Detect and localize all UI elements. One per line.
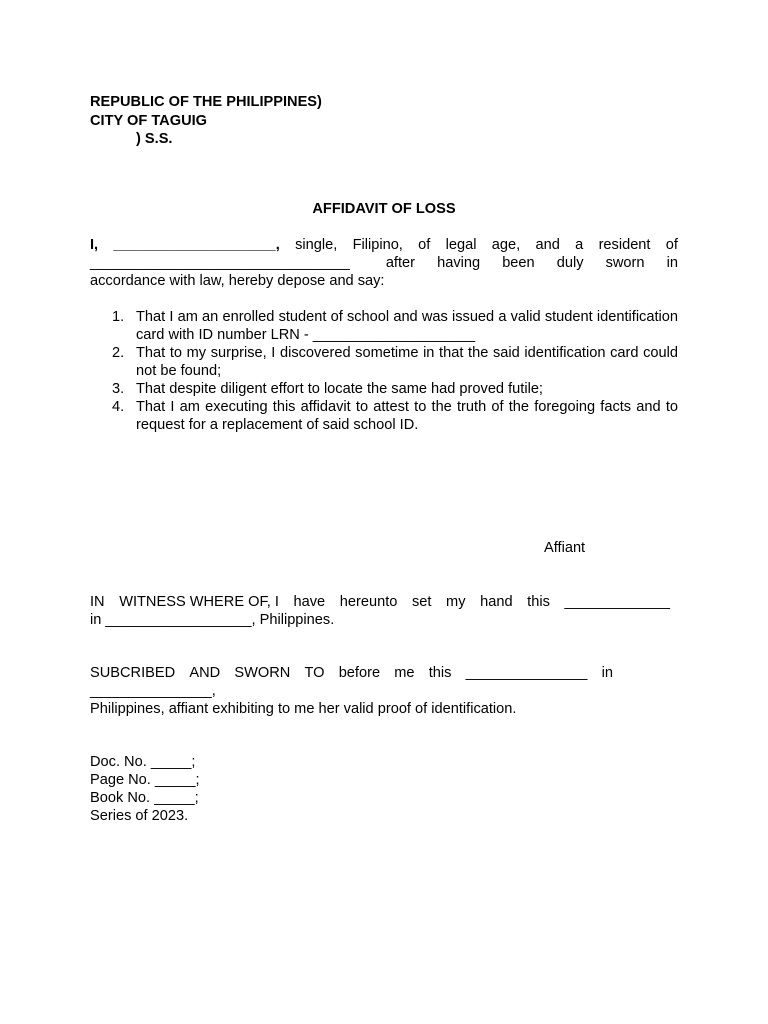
witness-word: this <box>527 594 550 610</box>
intro-word: duly <box>556 255 584 271</box>
subscribed-word: SUBCRIBED <box>90 665 176 681</box>
city-line: CITY OF TAGUIG <box>90 112 208 129</box>
intro-word: after <box>385 255 416 271</box>
subscribed-word: TO <box>304 665 325 681</box>
witness-word: my <box>446 594 466 610</box>
list-item <box>90 380 678 398</box>
witness-word: hereunto <box>339 594 398 610</box>
intro-line-2 <box>90 254 678 272</box>
intro-word: of <box>418 237 431 253</box>
republic-line: REPUBLIC OF THE PHILIPPINES) <box>90 94 322 110</box>
name-blank: ____________________, <box>113 237 280 253</box>
witness-word: WITNESS WHERE OF, I <box>119 594 279 610</box>
item-text: That I am executing this affidavit to attest to the truth of the foregoing facts and to request for a replacement of said school ID. <box>136 399 678 433</box>
intro-paragraph <box>90 236 678 290</box>
intro-word: in <box>666 255 678 271</box>
witness-line-1 <box>90 593 678 611</box>
item-number: 4. <box>112 399 125 415</box>
item-number: 2. <box>112 345 125 361</box>
intro-word: of <box>665 237 678 253</box>
item-text: That to my surprise, I discovered sometime in that the said identification card could not be found; <box>136 345 678 379</box>
series-year: Series of 2023. <box>90 808 189 824</box>
subscribed-word: this <box>428 665 452 681</box>
witness-word: set <box>411 594 432 610</box>
intro-word: resident <box>598 237 651 253</box>
place-blank: _______________, <box>90 683 216 699</box>
ss-line: ) S.S. <box>136 131 173 147</box>
subscribed-word: AND <box>189 665 221 681</box>
intro-word: and <box>535 237 560 253</box>
document-title: AFFIDAVIT OF LOSS <box>312 201 456 217</box>
intro-word: having <box>437 255 481 271</box>
statement-list <box>90 308 678 434</box>
item-number: 3. <box>112 381 125 397</box>
witness-line-2: in __________________, Philippines. <box>90 612 335 628</box>
list-item <box>90 398 678 434</box>
witness-word: IN <box>90 594 105 610</box>
list-item <box>90 344 678 380</box>
intro-word: Filipino, <box>352 237 403 253</box>
residence-blank: ________________________________ <box>90 255 350 271</box>
witness-word: have <box>293 594 326 610</box>
intro-word: I, <box>90 237 99 253</box>
intro-word: legal <box>445 237 477 253</box>
intro-line-1 <box>90 236 678 254</box>
item-number: 1. <box>112 309 125 325</box>
book-number: Book No. _____; <box>90 790 199 806</box>
subscribed-word: SWORN <box>234 665 291 681</box>
intro-word: single, <box>295 237 338 253</box>
date-blank: _______________ <box>465 665 588 681</box>
subscribed-line-3: Philippines, affiant exhibiting to me her valid proof of identification. <box>90 701 517 717</box>
notarial-register <box>90 753 200 825</box>
subscribed-line-1 <box>90 664 678 682</box>
intro-word: been <box>502 255 535 271</box>
affiant-label: Affiant <box>544 540 586 556</box>
witness-word: hand <box>480 594 513 610</box>
subscribed-paragraph <box>90 664 678 718</box>
intro-word: a <box>575 237 584 253</box>
doc-number: Doc. No. _____; <box>90 754 196 770</box>
list-item <box>90 308 678 344</box>
intro-word: sworn <box>605 255 645 271</box>
intro-line-3: accordance with law, hereby depose and say: <box>90 273 385 289</box>
intro-word: age, <box>491 237 521 253</box>
witness-paragraph <box>90 593 678 629</box>
subscribed-word: before <box>338 665 381 681</box>
venue-header <box>90 93 490 149</box>
subscribed-word: in <box>601 665 613 681</box>
item-text: That I am an enrolled student of school and was issued a valid student identification card with ID number LRN - ____________________ <box>136 309 678 343</box>
subscribed-word: me <box>394 665 415 681</box>
date-blank: _____________ <box>564 594 670 610</box>
item-text: That despite diligent effort to locate the same had proved futile; <box>136 381 543 397</box>
page-number: Page No. _____; <box>90 772 200 788</box>
